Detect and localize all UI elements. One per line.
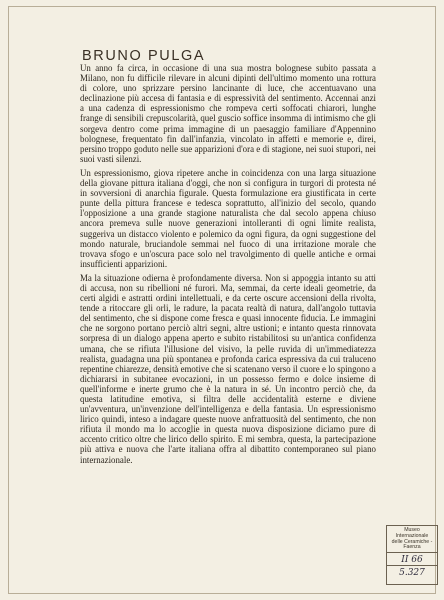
museum-inventory-stamp <box>386 525 438 585</box>
stamp-line: Museo <box>404 527 420 533</box>
stamp-line: Internazionale <box>395 532 429 539</box>
essay-paragraph: Un anno fa circa, in occasione di una sua mostra bolognese subito passata a Milano, non fu difficile rilevare in alcuni dipinti dell'ultimo momento una rottura di colore, uno sprizzare persino lancinante di luce, che accentuavano una declinazione più accesa di fantasia e di espressività del sentimento. Accennai anzi a una cadenza di espressionismo che rompeva certi soffocati chiarori, lunghe frange di sensibili crepuscolarità, quel guscio soffice insomma di intimismo che gli sorgeva dentro come prima immagine di un paesaggio familiare d'Appennino bolognese, frequentato fin dall'infanzia, vincolato in affetti e memorie e, direi, persino troppo goduto nelle sue apparizioni d'ora e di stagione, nei suoi stupori, nei suoi vasti silenzi. <box>80 63 376 164</box>
page-title: BRUNO PULGA <box>82 47 206 64</box>
stamp-line: delle Ceramiche - Faenza <box>391 538 433 551</box>
essay-paragraph: Ma la situazione odierna è profondamente diversa. Non si appoggia intanto su atti di accusa, non su ribellioni né furori. Ma, semmai, da certe ideali geometrie, da certi algidi e astratti ordini intellettuali, e da certe oscure accensioni della rivolta, tende a ritoccare gli orli, le radure, la pacata realtà di natura, dall'angolo tuttavia del sentimento, che si dispone come fresca e quasi innocente fiducia. Le immagini che ne sorgono portano perciò altri segni, altre ustioni; e intanto questa rinnovata sorpresa di un dialogo appena aperto e subito ristabilitosi su un'antica confidenza umana, che se rifiuta l'illusione del visivo, la pelle ruvida di un'immediatezza realista, guadagna una più spontanea e profonda carica espressiva da cui traluceno repentine chiarezze, densità emotive che si scatenano verso il cuore e lo spingono a dichiararsi in subitanee evocazioni, in un possesso fermo e dolce insieme di quell'informe e inerte grumo che è la natura in sé. Un incontro perciò che, da questa latitudine emotiva, si filtra delle accidentalità esterne e diviene un'avventura, un'invenzione dell'intelligenza e della fantasia. Un espressionismo lirico quindi, inteso a indagare queste nuove anfrattuosità del sentimento, che non rifiuta il mondo ma lo accoglie in questa nuova disposizione diciamo pure di accento critico oltre che lirico dello spirito. E mi sembra, questa, la partecipazione più attiva e nuova che l'arte italiana offra al dibattito contemporaneo sul piano internazionale. <box>80 272 376 465</box>
essay-paragraph: Un espressionismo, giova ripetere anche in coincidenza con una larga situazione della giovane pittura italiana d'oggi, che non si configura in turgori di protesta né in sovversioni di anarchia figurale. Questa formulazione era giustificata in certe punte della pittura francese e tedesca soprattutto, all'inizio del secolo, quando l'opposizione a una grande stagione naturalista che dal secolo appena chiuso ancora premeva sulle nuove generazioni intolleranti di ogni limite realista, suggeriva un distacco violento e polemico da ogni figura, da ogni suggestione del mondo naturale, bruciandole semmai nel fuoco di una irritazione morale che trovava sfogo e un'oscura pace solo nel travolgimento di quelle antiche e ormai insufficienti apparizioni. <box>80 167 376 269</box>
stamp-handwritten-number: 5.327 <box>387 565 437 578</box>
essay-body <box>80 63 376 465</box>
stamp-handwritten-collection: II 66 <box>401 555 423 566</box>
stamp-header <box>387 526 437 553</box>
